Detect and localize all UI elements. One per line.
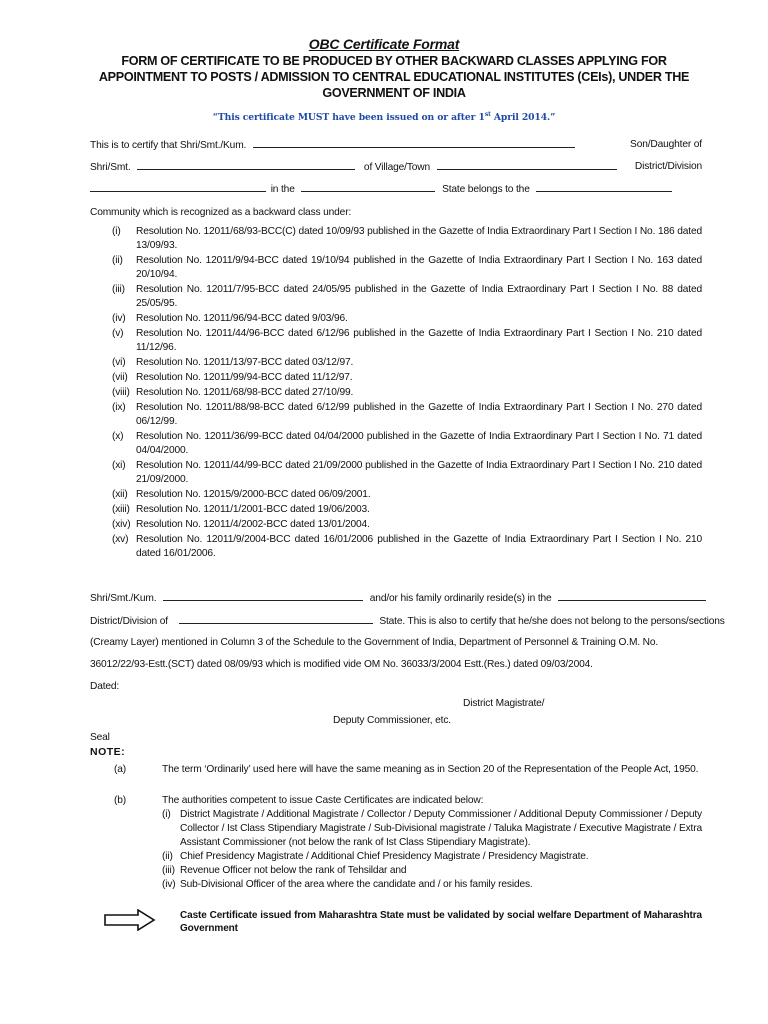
state-blank xyxy=(301,182,435,192)
name-blank xyxy=(253,138,575,148)
village-blank xyxy=(437,160,617,170)
reside-district-blank xyxy=(179,614,373,624)
authority-number: (i) xyxy=(162,809,171,820)
resolution-number: (viii) xyxy=(112,387,130,398)
issue-date-notice xyxy=(0,111,768,123)
resolution-item xyxy=(112,312,702,326)
parent-label: Shri/Smt. xyxy=(90,162,131,173)
resolution-text: Resolution No. 12011/36/99-BCC dated 04/04/2000 published in the Gazette of India Extraordinary Part I Section I No. 71 dated 04/04/2000. xyxy=(136,431,702,456)
form-subtitle: FORM OF CERTIFICATE TO BE PRODUCED BY OTHER BACKWARD CLASSES APPLYING FOR APPOINTMENT TO POSTS / ADMISSION TO CENTRAL EDUCATIONAL INSTITUTES (CEIs), UNDER THE GOVERNMENT OF INDIA xyxy=(98,54,690,100)
resolution-item xyxy=(112,401,702,429)
district-label: District/Division xyxy=(634,161,702,172)
creamy-layer-text-2: (Creamy Layer) mentioned in Column 3 of the Schedule to the Government of India, Department of Personnel & Training O.M. No. xyxy=(90,637,659,648)
creamy-layer-text-1: State. This is also to certify that he/she does not belong to the persons/sections xyxy=(379,616,725,627)
certify-text-start: This is to certify that Shri/Smt./Kum. xyxy=(90,140,247,151)
certify-line-2 xyxy=(90,160,702,175)
resolution-number: (xii) xyxy=(112,489,128,500)
community-blank xyxy=(536,182,672,192)
resolution-text: Resolution No. 12011/88/98-BCC dated 6/12/99 published in the Gazette of India Extraordinary Part I Section I No. 270 dated 06/12/99. xyxy=(136,402,702,427)
parent-name-blank xyxy=(137,160,355,170)
authority-text: Revenue Officer not below the rank of Tehsildar and xyxy=(180,865,407,876)
resolution-item xyxy=(112,459,702,487)
authority-number: (ii) xyxy=(162,851,173,862)
authority-list xyxy=(162,808,702,892)
page-title: OBC Certificate Format xyxy=(308,36,460,52)
resolution-item xyxy=(112,430,702,458)
reside-line-1 xyxy=(90,591,702,606)
note-b-number: (b) xyxy=(114,795,127,806)
signatory-deputy-commissioner: Deputy Commissioner, etc. xyxy=(333,715,451,726)
authority-item xyxy=(162,878,702,892)
certify-line-3 xyxy=(90,182,702,197)
district-blank xyxy=(90,182,266,192)
right-arrow-outline-icon xyxy=(104,909,156,931)
resolution-number: (xi) xyxy=(112,460,126,471)
note-b-text: The authorities competent to issue Caste Certificates are indicated below: xyxy=(162,795,484,806)
resolution-text: Resolution No. 12011/1/2001-BCC dated 19/06/2003. xyxy=(136,504,370,515)
signatory-district-magistrate: District Magistrate/ xyxy=(463,698,545,709)
resolution-number: (v) xyxy=(112,328,124,339)
note-label: NOTE: xyxy=(90,746,126,758)
resolution-number: (i) xyxy=(112,226,121,237)
authority-text: District Magistrate / Additional Magistrate / Collector / Deputy Commissioner / Additional Deputy Commissioner / Deputy Collector / Ist Class Stipendiary Magistrate / Sub-Divisional magistrate / Taluka Magistrate / Executive Magistrate / Extra Assistant Commissioner (not below the rank of Ist Class Stipendiary Magistrate). xyxy=(180,809,702,848)
resolution-item xyxy=(112,254,702,282)
resolution-number: (xiv) xyxy=(112,519,131,530)
reside-text: and/or his family ordinarily reside(s) in the xyxy=(369,593,552,604)
resolution-text: Resolution No. 12011/7/95-BCC dated 24/05/95 published in the Gazette of India Extraordinary Part I Section I No. 88 dated 25/05/95. xyxy=(136,284,702,309)
resolution-text: Resolution No. 12011/13/97-BCC dated 03/12/97. xyxy=(136,357,354,368)
reside-name-label: Shri/Smt./Kum. xyxy=(90,593,157,604)
resolution-item xyxy=(112,518,702,532)
resolution-item xyxy=(112,386,702,400)
resolution-number: (ii) xyxy=(112,255,123,266)
maharashtra-validation-note: Caste Certificate issued from Maharashtra State must be validated by social welfare Department of Maharashtra Government xyxy=(180,910,702,934)
resolution-text: Resolution No. 12011/68/93-BCC(C) dated 10/09/93 published in the Gazette of India Extraordinary Part I Section I No. 186 dated 13/09/93. xyxy=(136,226,702,251)
authority-number: (iv) xyxy=(162,879,176,890)
certify-line-1 xyxy=(90,138,702,153)
resolution-number: (iv) xyxy=(112,313,126,324)
resolution-number: (vii) xyxy=(112,372,128,383)
resolution-item xyxy=(112,488,702,502)
note-a-text: The term ‘Ordinarily’ used here will have the same meaning as in Section 20 of the Representation of the People Act, 1950. xyxy=(162,764,699,775)
in-the-label: in the xyxy=(270,184,295,195)
resolution-number: (x) xyxy=(112,431,124,442)
resolution-text: Resolution No. 12011/4/2002-BCC dated 13/01/2004. xyxy=(136,519,370,530)
authority-text: Chief Presidency Magistrate / Additional Chief Presidency Magistrate / Presidency Magistrate. xyxy=(180,851,589,862)
reside-line-2 xyxy=(90,614,725,629)
resolution-list xyxy=(112,225,702,562)
resolution-text: Resolution No. 12011/44/96-BCC dated 6/12/96 published in the Gazette of India Extraordinary Part I Section I No. 210 dated 11/12/96. xyxy=(136,328,702,353)
dated-label: Dated: xyxy=(90,681,120,692)
son-daughter-label: Son/Daughter of xyxy=(630,139,702,150)
authority-number: (iii) xyxy=(162,865,175,876)
notice-text-end: April 2014.” xyxy=(490,112,556,124)
resolution-item xyxy=(112,327,702,355)
resolution-text: Resolution No. 12011/44/99-BCC dated 21/09/2000 published in the Gazette of India Extraordinary Part I Section I No. 210 dated 21/09/2000. xyxy=(136,460,702,485)
resolution-item xyxy=(112,225,702,253)
authority-item xyxy=(162,864,702,878)
resolution-item xyxy=(112,283,702,311)
resolution-number: (ix) xyxy=(112,402,126,413)
resolution-number: (xiii) xyxy=(112,504,130,515)
resolution-text: Resolution No. 12011/9/2004-BCC dated 16/01/2006 published in the Gazette of India Extraordinary Part I Section I No. 210 dated 16/01/2006. xyxy=(136,534,702,559)
village-label: of Village/Town xyxy=(363,162,431,173)
resolution-number: (xv) xyxy=(112,534,129,545)
resolution-text: Resolution No. 12011/9/94-BCC dated 19/10/94 published in the Gazette of India Extraordinary Part I Section I No. 163 dated 20/10/94. xyxy=(136,255,702,280)
creamy-layer-text-3: 36012/22/93-Estt.(SCT) dated 08/09/93 which is modified vide OM No. 36033/3/2004 Estt.(Res.) dated 09/03/2004. xyxy=(90,659,593,670)
resolution-text: Resolution No. 12011/68/98-BCC dated 27/10/99. xyxy=(136,387,354,398)
notice-text-start: “This certificate MUST have been issued on or after 1 xyxy=(212,112,485,124)
state-belongs-label: State belongs to the xyxy=(442,184,530,195)
reside-place-blank xyxy=(558,591,706,601)
resolution-number: (iii) xyxy=(112,284,125,295)
resolution-number: (vi) xyxy=(112,357,126,368)
resolution-text: Resolution No. 12011/96/94-BCC dated 9/03/96. xyxy=(136,313,348,324)
note-a-number: (a) xyxy=(114,764,127,775)
resolution-item xyxy=(112,503,702,517)
notice-superscript: st xyxy=(484,111,491,118)
authority-text: Sub-Divisional Officer of the area where the candidate and / or his family resides. xyxy=(180,879,533,890)
community-line: Community which is recognized as a backward class under: xyxy=(90,207,352,218)
authority-item xyxy=(162,808,702,850)
resolution-text: Resolution No. 12011/99/94-BCC dated 11/12/97. xyxy=(136,372,353,383)
reside-name-blank xyxy=(163,591,363,601)
authority-item xyxy=(162,850,702,864)
resolution-item xyxy=(112,533,702,561)
seal-label: Seal xyxy=(90,732,110,743)
district-of-label: District/Division of xyxy=(90,616,168,627)
resolution-item xyxy=(112,356,702,370)
resolution-text: Resolution No. 12015/9/2000-BCC dated 06/09/2001. xyxy=(136,489,371,500)
resolution-item xyxy=(112,371,702,385)
